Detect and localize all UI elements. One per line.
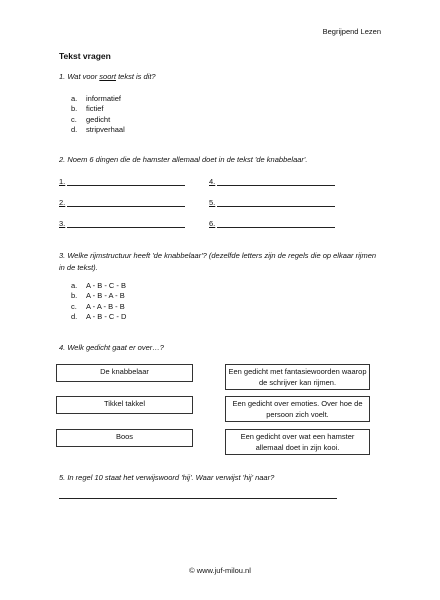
option-d[interactable]: d. A - B - C - D	[71, 312, 127, 322]
question-4: 4. Welk gedicht gaat er over…?	[59, 343, 164, 352]
question-2: 2. Noem 6 dingen die de hamster allemaal doet in de tekst 'de knabbelaar'.	[59, 155, 308, 164]
match-left-2[interactable]: Tikkel takkel	[56, 396, 193, 414]
match-right-3[interactable]: Een gedicht over wat een hamster allemaal doet in zijn kooi.	[225, 429, 370, 455]
answer-line-1[interactable]: 1.	[59, 177, 185, 186]
match-left-3[interactable]: Boos	[56, 429, 193, 447]
page-title: Tekst vragen	[59, 51, 111, 61]
question-5: 5. In regel 10 staat het verwijswoord 'hij'. Waar verwijst 'hij' naar?	[59, 473, 275, 482]
footer-copyright: © www.juf-milou.nl	[189, 566, 251, 575]
answer-line-q5[interactable]	[59, 498, 337, 499]
answer-line-3[interactable]: 3.	[59, 219, 185, 228]
answer-line-4[interactable]: 4.	[209, 177, 335, 186]
answer-line-5[interactable]: 5.	[209, 198, 335, 207]
answer-line-2[interactable]: 2.	[59, 198, 185, 207]
question-3-options	[71, 281, 126, 323]
question-1: 1. Wat voor soort tekst is dit?	[59, 72, 156, 81]
match-left-1[interactable]: De knabbelaar	[56, 364, 193, 382]
option-b[interactable]: b. fictief	[71, 104, 104, 114]
option-a[interactable]: a. A - B - C - B	[71, 281, 127, 290]
question-1-options	[71, 94, 125, 136]
option-b[interactable]: b. A - B - A - B	[71, 291, 125, 301]
header-label: Begrijpend Lezen	[322, 27, 381, 36]
answer-line-6[interactable]: 6.	[209, 219, 335, 228]
option-a[interactable]: a. informatief	[71, 94, 122, 103]
option-c[interactable]: c. A - A - B - B	[71, 301, 125, 311]
option-c[interactable]: c. gedicht	[71, 114, 111, 124]
match-right-2[interactable]: Een gedicht over emoties. Over hoe de persoon zich voelt.	[225, 396, 370, 422]
match-right-1[interactable]: Een gedicht met fantasiewoorden waarop de schrijver kan rijmen.	[225, 364, 370, 390]
question-3: 3. Welke rijmstructuur heeft 'de knabbelaar'? (dezelfde letters zijn de regels die op elkaar rijmen in de tekst).	[59, 251, 377, 272]
option-d[interactable]: d. stripverhaal	[71, 125, 125, 135]
